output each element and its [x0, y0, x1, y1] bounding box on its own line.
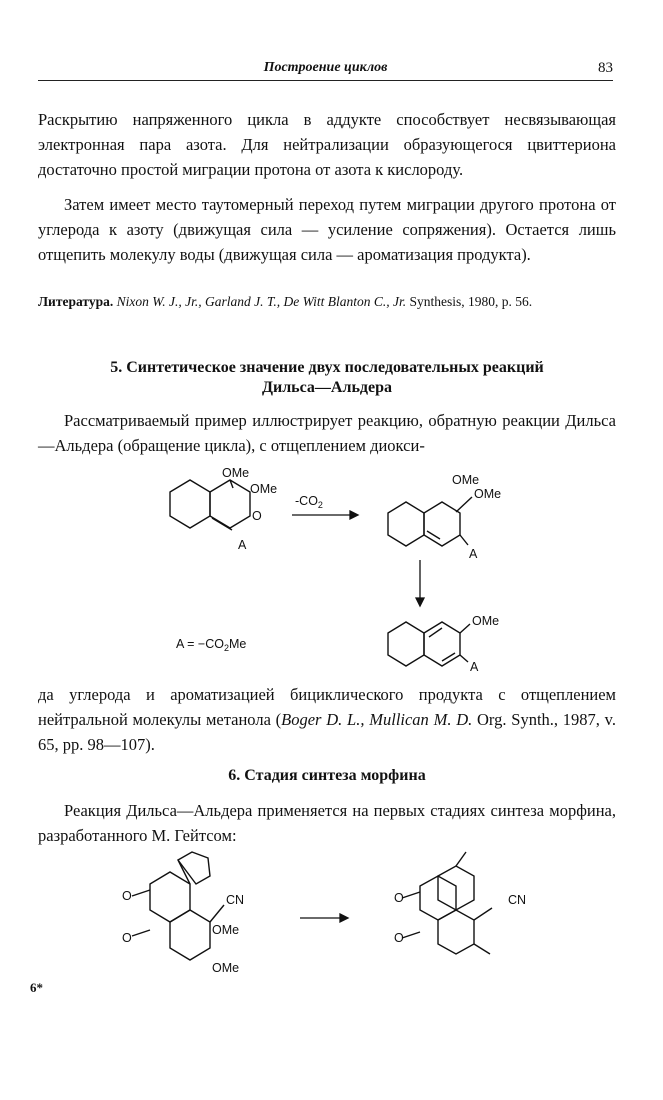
signature-mark: 6* [30, 980, 43, 995]
literature-label: Литература. [38, 294, 114, 309]
paragraph-4-text: да углерода и ароматизацией бициклического продукта с отщеплением нейтральной молекулы метанола ( [38, 685, 616, 729]
paragraph-3: Рассматриваемый пример иллюстрирует реакцию, обратную реакции Дильса—Альдера (обращение цикла), с отщеплением диокси- [38, 411, 616, 455]
paragraph-1: Раскрытию напряженного цикла в аддукте способствует несвязывающая электронная пара азота. Для нейтрализации образующегося цвиттериона достаточно простой миграции протона от азота к кислороду. [38, 110, 616, 179]
literature-source: Synthesis, 1980, p. 56. [406, 294, 533, 309]
label-ome-top: OMe [222, 466, 250, 480]
label-quinone-o2: O [122, 931, 132, 945]
label-a-product: A [469, 547, 478, 561]
paragraph-5: Реакция Дильса—Альдера применяется на первых стадиях синтеза морфина, разработанного М. Гейтсом: [38, 801, 616, 845]
label-ome-side: OMe [250, 482, 278, 496]
phenanthrenequinone-adduct-structure [402, 852, 492, 954]
label-ome-final: OMe [472, 614, 500, 628]
literature-authors: Nixon W. J., Jr., Garland J. T., De Witt Blanton C., Jr. [116, 294, 407, 309]
label-cn-left: CN [226, 893, 245, 907]
paragraph-4-source: Org. Synth., 1987, v. 65, pp. 98—107). [38, 710, 616, 754]
page-number: 83 [598, 60, 613, 76]
morphine-reaction-arrow [300, 914, 348, 922]
label-a-final: A [470, 660, 479, 674]
label-quinone-o3: O [394, 891, 404, 905]
paragraph-2: Затем имеет место таутомерный переход путем миграции другого протона от углерода к азоту (движущая сила — усиление сопряжения). Остается лишь отщепить молекулу воды (движущая сила — ароматизация продукта). [38, 195, 616, 264]
section-6-heading: 6. Стадия синтеза морфина [228, 767, 426, 784]
label-ome-product-side: OMe [474, 487, 502, 501]
label-ome-product-top: OMe [452, 473, 480, 487]
label-a-definition: $A = -CO_2Me$ [176, 637, 247, 653]
label-reagent: $-CO_2$ [295, 494, 323, 510]
label-carbonyl-o: O [252, 509, 262, 523]
label-a-adduct: A [238, 538, 247, 552]
label-ome-left-2: OMe [212, 961, 240, 975]
label-quinone-o1: O [122, 889, 132, 903]
label-quinone-o4: O [394, 931, 404, 945]
paragraph-4-authors: Boger D. L., Mullican M. D. [281, 710, 473, 729]
section-5-line1: 5. Синтетическое значение двух последовательных реакций [110, 359, 544, 376]
section-5-line2: Дильса—Альдера [261, 379, 393, 396]
running-title: Построение циклов [263, 60, 388, 75]
naphthoquinone-diene-structure [132, 852, 224, 960]
label-ome-left-1: OMe [212, 923, 240, 937]
label-cn-right: CN [508, 893, 527, 907]
